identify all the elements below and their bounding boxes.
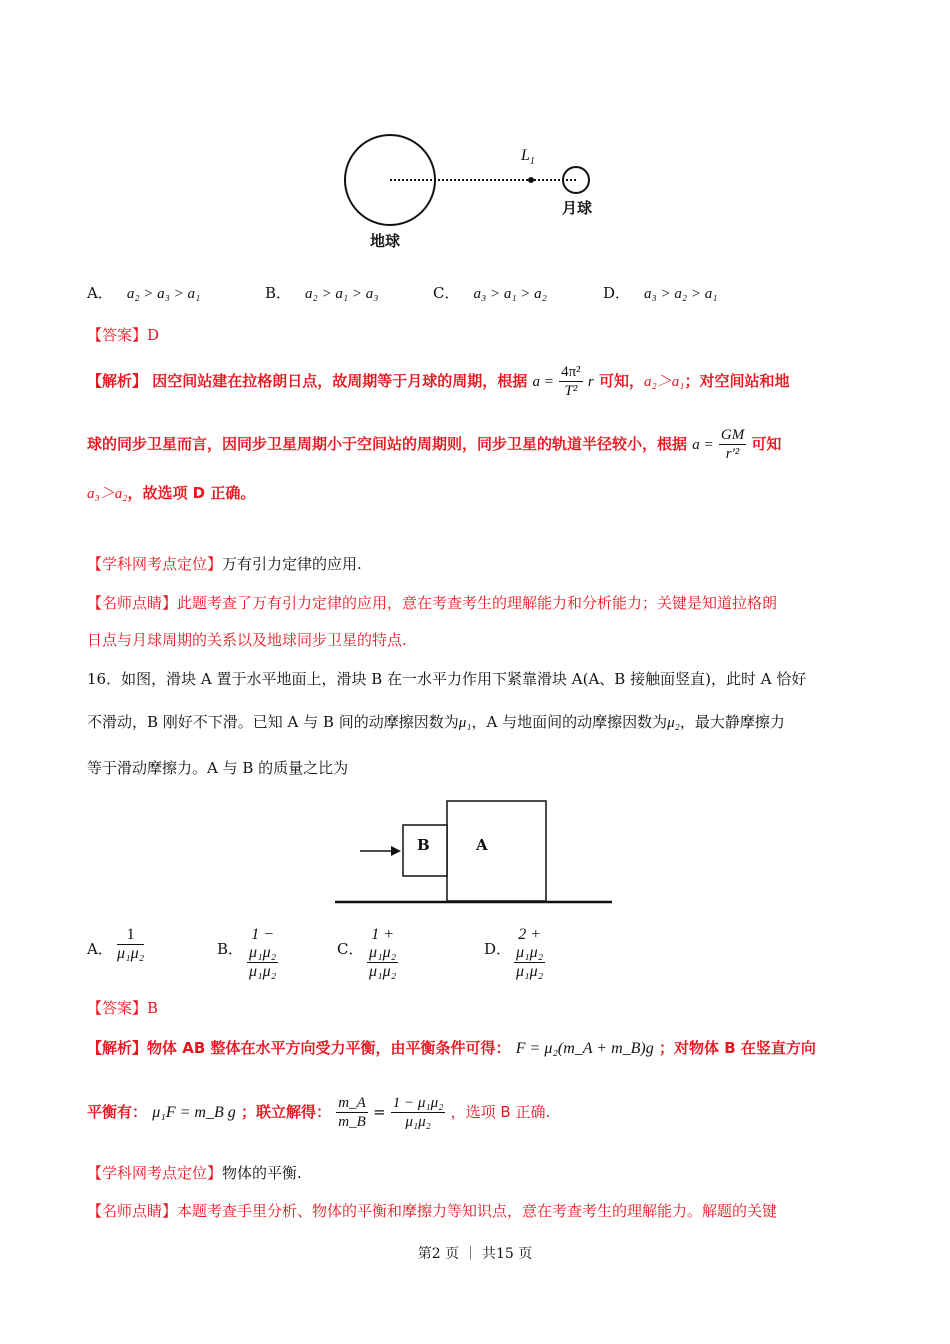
q15-option-b: B． a₂ > a₁ > a₃ [265,284,379,302]
page-footer: 第2 页 ｜ 共15 页 [417,1246,533,1262]
q16-comment-line1: 【名师点睛】本题考查手里分析、物体的平衡和摩擦力等知识点，意在考查考生的理解能力。解题的关键 [87,1202,778,1220]
q15-option-d: D． a₃ > a₂ > a₁ [603,284,718,302]
result-fraction: $\frac{\text{1 − μ₁μ₂}}{\text{μ₁μ₂}}$ [392,1095,444,1130]
q15-analysis-line1: 【解析】 因空间站建在拉格朗日点，故周期等于月球的周期，根据 a = $\frac{\text{4π²}}{\text{T²}}$ r 可知，a₂＞a₁；对空间站和地 [87,364,790,399]
blocks-diagram [330,795,620,910]
q16-stem-line3: 等于滑动摩擦力。A 与 B 的质量之比为 [87,759,349,777]
block-b-label: B [417,836,430,854]
q15-option-a: A． a₂ > a₃ > a₁ [87,284,201,302]
force-arrow-head [391,846,401,856]
block-a-label: A [476,836,488,854]
q15-option-c: C． a₃ > a₁ > a₂ [433,284,547,302]
q15-analysis-line3: a₃＞a₂，故选项 D 正确。 [87,484,256,502]
q15-comment-line2: 日点与月球周期的关系以及地球同步卫星的特点. [87,631,407,649]
q16-location: 【学科网考点定位】物体的平衡. [87,1164,302,1182]
formula-4pi2-over-t2: $\frac{\text{4π²}}{\text{T²}}$ [561,364,581,399]
q16-analysis-line2: 平衡有： μ₁F = m_B g ；联立解得： $\frac{m\_A}{m\_B}$ = $\frac{\text{1 − μ₁μ₂}}{\text{μ₁μ₂}}$ ，选项 B 正确. [87,1095,551,1130]
q15-answer: 【答案】D [87,326,160,344]
q16-stem-line2: 不滑动，B 刚好不下滑。已知 A 与 B 间的动摩擦因数为μ₁，A 与地面间的动摩擦因数为μ₂，最大静摩擦力 [87,713,785,731]
moon-label: 月球 [562,199,593,217]
q16-stem-line1: 16．如图，滑块 A 置于水平地面上，滑块 B 在一水平力作用下紧靠滑块 A(A、B 接触面竖直)，此时 A 恰好 [87,670,807,688]
l1-label: $L_1$ [521,147,535,168]
block-a [447,801,546,901]
q15-analysis-line2: 球的同步卫星而言，因同步卫星周期小于空间站的周期则，同步卫星的轨道半径较小，根据 a = $\frac{GM}{\text{r'²}}$ 可知 [87,427,782,462]
q15-location: 【学科网考点定位】万有引力定律的应用. [87,555,362,573]
q16-answer: 【答案】B [87,999,159,1017]
q16-analysis-line1: 【解析】物体 AB 整体在水平方向受力平衡，由平衡条件可得： F = μ₂(m_A + m_B)g ；对物体 B 在竖直方向 [87,1039,816,1057]
earth-label: 地球 [370,232,401,250]
l1-point [528,177,534,183]
mass-ratio-fraction: $\frac{m\_A}{m\_B}$ [338,1095,366,1130]
q15-comment-line1: 【名师点睛】此题考查了万有引力定律的应用，意在考查考生的理解能力和分析能力；关键是知道拉格朗 [87,594,778,612]
formula-gm-over-r2: $\frac{GM}{\text{r'²}}$ [720,427,745,462]
